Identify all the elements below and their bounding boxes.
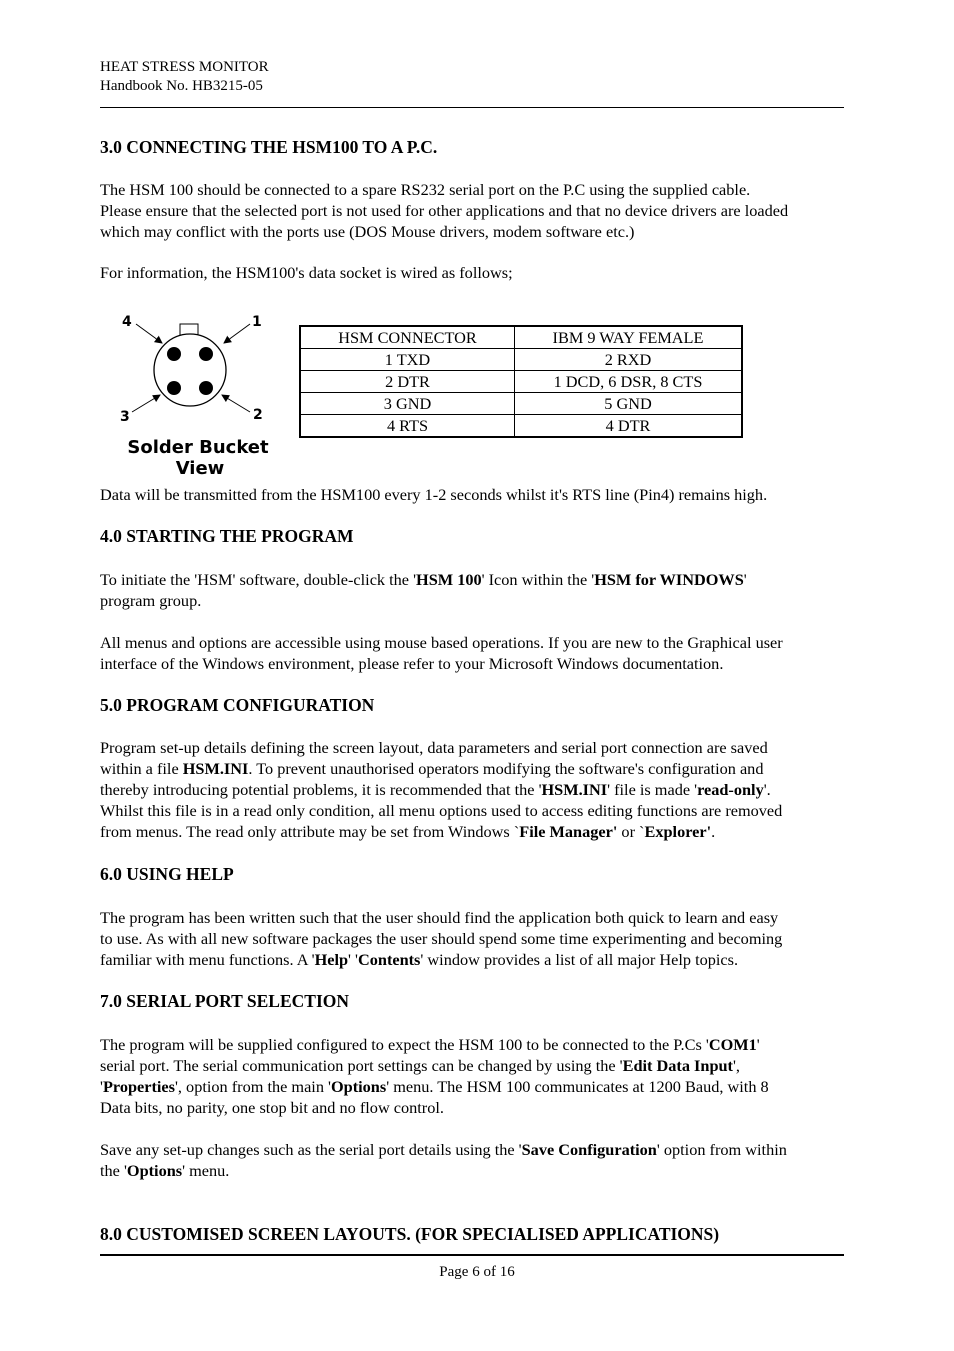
connector-key-tab [180,324,198,335]
text-line: Whilst this file is in a read only condition, all menu options used to access editing functions are removed [100,801,783,820]
pin-2-dot [199,381,213,395]
section-3-paragraph-1 [100,179,860,242]
text-line: program group. [100,591,202,610]
header-rule [100,107,844,108]
section-4-paragraph-2 [100,632,860,674]
section-3-paragraph-3: Data will be transmitted from the HSM100 every 1-2 seconds whilst it's RTS line (Pin4) remains high. [100,485,768,504]
table-cell: 3 GND [300,393,515,415]
section-6-paragraph [100,907,860,970]
wiring-table [299,325,743,438]
header-handbook-number: Handbook No. HB3215-05 [100,78,263,94]
text-line: from menus. The read only attribute may be set from Windows `File Manager' or `Explorer'. [100,822,716,841]
pin-2-arrow [222,395,250,412]
table-cell: 5 GND [515,393,743,415]
table-cell: 1 TXD [300,349,515,371]
pin-3-label: 3 [120,409,130,425]
connector-diagram [110,308,290,483]
section-7-heading: 7.0 SERIAL PORT SELECTION [100,991,349,1011]
section-3-paragraph-2: For information, the HSM100's data socket is wired as follows; [100,263,513,282]
table-row [300,371,742,393]
section-7-paragraph-2 [100,1139,860,1181]
table-row [300,393,742,415]
table-header-cell: IBM 9 WAY FEMALE [515,326,743,349]
text-line: thereby introducing potential problems, it is recommended that the 'HSM.INI' file is made 'read-only'. [100,780,771,799]
text-line: serial port. The serial communication port settings can be changed by using the 'Edit Data Input', [100,1056,740,1075]
pin-1-dot [199,347,213,361]
table-cell: 1 DCD, 6 DSR, 8 CTS [515,371,743,393]
section-8-heading: 8.0 CUSTOMISED SCREEN LAYOUTS. (FOR SPECIALISED APPLICATIONS) [100,1224,720,1244]
text-line: Program set-up details defining the screen layout, data parameters and serial port connection are saved [100,738,768,757]
running-header [100,58,269,96]
table-cell: 2 RXD [515,349,743,371]
connector-body [154,334,226,406]
text-line: 'Properties', option from the main 'Options' menu. The HSM 100 communicates at 1200 Baud, with 8 [100,1077,769,1096]
page-number: Page 6 of 16 [439,1264,515,1280]
text-line: The program has been written such that the user should find the application both quick to learn and easy [100,908,779,927]
pin-4-arrow [136,324,162,343]
table-row [300,349,742,371]
text-line: within a file HSM.INI. To prevent unauthorised operators modifying the software's configuration and [100,759,764,778]
text-line: Please ensure that the selected port is not used for other applications and that no device drivers are loaded [100,201,789,220]
table-cell: 2 DTR [300,371,515,393]
pin-4-dot [167,347,181,361]
footer-rule [100,1254,844,1256]
section-3-heading: 3.0 CONNECTING THE HSM100 TO A P.C. [100,137,438,157]
pin-1-label: 1 [252,314,262,330]
text-line: The HSM 100 should be connected to a spare RS232 serial port on the P.C using the supplied cable. [100,180,751,199]
text-line: The program will be supplied configured to expect the HSM 100 to be connected to the P.Cs 'COM1' [100,1035,760,1054]
text-line: familiar with menu functions. A 'Help' 'Contents' window provides a list of all major Help topics. [100,950,739,969]
pin-4-label: 4 [122,314,132,330]
diagram-caption-line-1: Solder Bucket [127,437,269,458]
text-line: To initiate the 'HSM' software, double-click the 'HSM 100' Icon within the 'HSM for WINDOWS' [100,570,747,589]
diagram-caption-line-2: View [175,458,225,479]
header-title: HEAT STRESS MONITOR [100,59,269,75]
section-4-paragraph-1 [100,569,860,611]
text-line: interface of the Windows environment, please refer to your Microsoft Windows documentation. [100,654,724,673]
text-line: the 'Options' menu. [100,1161,230,1180]
table-cell: 4 DTR [515,415,743,438]
text-line: to use. As with all new software packages the user should spend some time experimenting and becoming [100,929,783,948]
pin-1-arrow [224,324,250,343]
pin-3-dot [167,381,181,395]
table-header-cell: HSM CONNECTOR [300,326,515,349]
section-7-paragraph-1 [100,1034,860,1118]
pin-3-arrow [132,395,160,412]
pin-2-label: 2 [253,407,263,423]
section-5-paragraph [100,737,860,842]
text-line: Data bits, no parity, one stop bit and no flow control. [100,1098,444,1117]
text-line: which may conflict with the ports use (DOS Mouse drivers, modem software etc.) [100,222,635,241]
table-row [300,415,742,438]
section-5-heading: 5.0 PROGRAM CONFIGURATION [100,695,375,715]
text-line: Save any set-up changes such as the serial port details using the 'Save Configuration' option from within [100,1140,787,1159]
section-6-heading: 6.0 USING HELP [100,864,234,884]
section-4-heading: 4.0 STARTING THE PROGRAM [100,526,354,546]
table-cell: 4 RTS [300,415,515,438]
text-line: All menus and options are accessible using mouse based operations. If you are new to the Graphical user [100,633,783,652]
table-header-row [300,326,742,349]
